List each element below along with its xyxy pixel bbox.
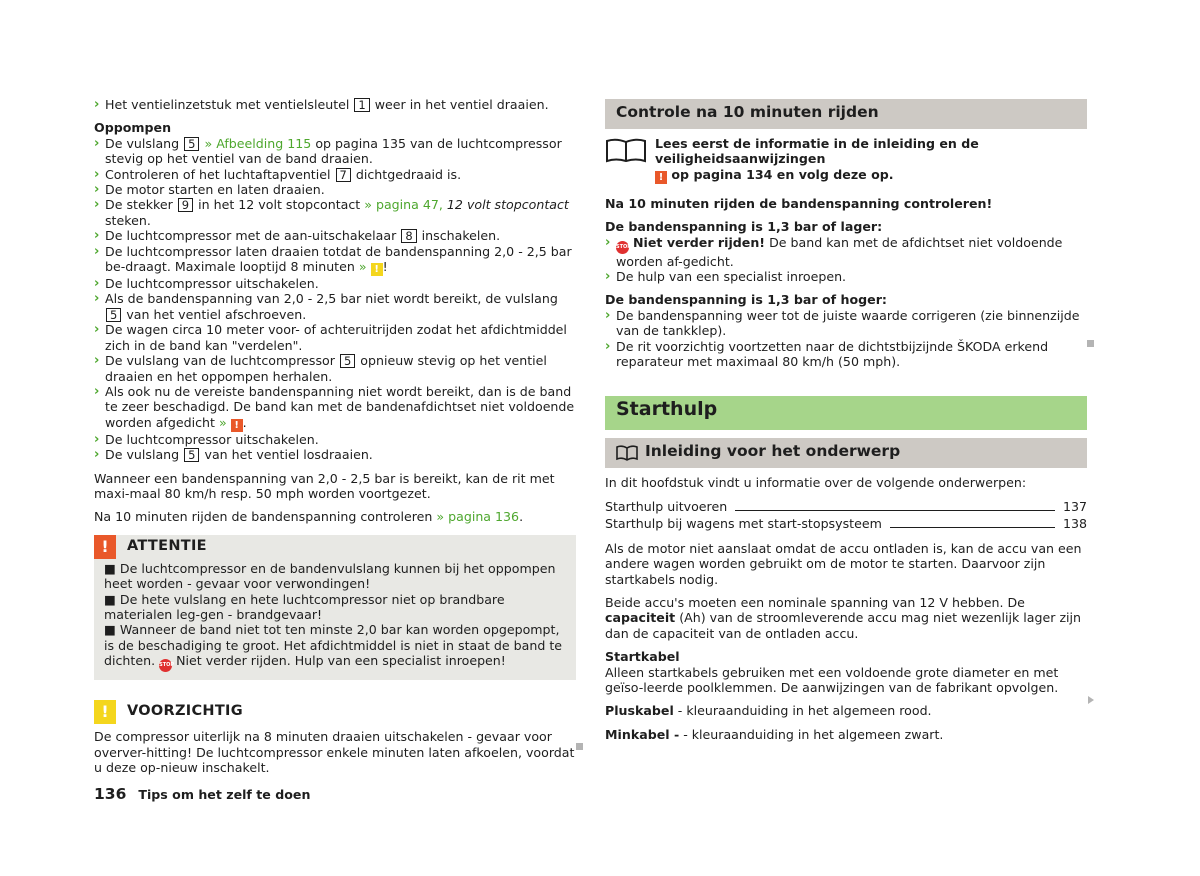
left-column bbox=[94, 97, 576, 775]
chevron-right-icon: › bbox=[94, 353, 100, 369]
list-item: › De vulslang van de luchtcompressor 5 opnieuw stevig op het ventiel draaien en het oppompen herhalen. bbox=[94, 353, 547, 384]
list-item: › Als de bandenspanning van 2,0 - 2,5 bar niet wordt bereikt, de vulslang 5 van het ventiel afschroeven. bbox=[94, 291, 558, 322]
section-header-controle bbox=[605, 99, 1087, 129]
callout-number: 8 bbox=[401, 229, 416, 243]
page-footer bbox=[94, 787, 310, 802]
voorzichtig-text: De compressor uiterlijk na 8 minuten draaien uitschakelen - gevaar voor overver-hitting! De luchtcompressor enkele minuten laten afkoelen, voordat u deze op-nieuw inschakelt. bbox=[94, 729, 575, 775]
step-list-oppompen bbox=[94, 136, 576, 463]
chevron-right-icon: › bbox=[94, 97, 100, 112]
list-item: › De vulslang 5 van het ventiel losdraaien. bbox=[94, 447, 373, 463]
end-of-section-marker bbox=[576, 743, 583, 750]
chevron-right-icon: › bbox=[94, 431, 100, 447]
paragraph: Alleen startkabels gebruiken met een voldoende grote diameter en met geïso-leerde poolklemmen. De aanwijzingen van de fabrikant opvolgen. bbox=[605, 664, 1059, 695]
list-item: › De wagen circa 10 meter voor- of achteruitrijden zodat het afdichtmiddel zich in de band kan "verdelen". bbox=[94, 322, 567, 353]
warning-icon: ! bbox=[231, 419, 243, 432]
chevron-right-icon: › bbox=[605, 307, 611, 323]
section-title: Controle na 10 minuten rijden bbox=[616, 103, 879, 121]
right-column bbox=[605, 99, 1087, 742]
callout-number: 9 bbox=[178, 198, 193, 212]
callout-number: 5 bbox=[184, 448, 199, 462]
callout-number: 5 bbox=[340, 354, 355, 368]
paragraph: Na 10 minuten rijden de bandenspanning controleren » pagina 136. bbox=[94, 509, 524, 525]
chevron-right-icon: › bbox=[605, 269, 611, 285]
page-link[interactable]: » pagina 47, bbox=[364, 197, 443, 213]
stop-icon: STOP bbox=[616, 241, 629, 254]
sub-heading-hoger: De bandenspanning is 1,3 bar of hoger: bbox=[605, 292, 887, 308]
attentie-bullet: ■ De hete vulslang en hete luchtcompressor niet op brandbare materialen leg-gen - brandgevaar! bbox=[104, 591, 505, 622]
caution-icon: ! bbox=[94, 700, 116, 724]
step-list-ventiel bbox=[94, 97, 576, 112]
section-title: Inleiding voor het onderwerp bbox=[645, 442, 901, 461]
warning-link[interactable]: » bbox=[218, 414, 227, 430]
callout-number: 5 bbox=[106, 308, 121, 322]
attentie-title: ATTENTIE bbox=[127, 537, 207, 554]
paragraph: In dit hoofdstuk vindt u informatie over de volgende onderwerpen: bbox=[605, 475, 1027, 491]
list-item: › De rit voorzichtig voortzetten naar de dichtstbijzijnde ŠKODA erkend reparateur met maximaal 80 km/h (50 mph). bbox=[605, 338, 1049, 370]
chevron-right-icon: › bbox=[94, 322, 100, 338]
callout-number: 7 bbox=[336, 168, 351, 182]
attentie-header bbox=[94, 535, 566, 561]
chevron-right-icon: › bbox=[94, 166, 100, 182]
figure-link[interactable]: » Afbeelding 115 bbox=[204, 135, 312, 151]
chevron-right-icon: › bbox=[94, 182, 100, 198]
toc-row[interactable]: Starthulp bij wagens met start-stopsysteem 138 bbox=[605, 516, 1087, 532]
continue-arrow-icon bbox=[1088, 696, 1094, 704]
paragraph: Minkabel - - kleuraanduiding in het algemeen zwart. bbox=[605, 726, 944, 742]
stop-icon: STOP bbox=[159, 659, 172, 672]
chevron-right-icon: › bbox=[94, 291, 100, 307]
list-item: › De vulslang 5 » Afbeelding 115 op pagina 135 van de luchtcompressor stevig op het ventiel van de band draaien. bbox=[94, 135, 562, 167]
list-item: › De luchtcompressor uitschakelen. bbox=[94, 431, 319, 447]
voorzichtig-header bbox=[94, 700, 576, 726]
list-item: › De hulp van een specialist inroepen. bbox=[605, 269, 847, 285]
list-item: › De motor starten en laten draaien. bbox=[94, 182, 325, 198]
section-heading-oppompen: Oppompen bbox=[94, 120, 172, 136]
callout-number: 1 bbox=[354, 98, 369, 112]
list-item: › Als ook nu de vereiste bandenspanning niet wordt bereikt, dan is de band te zeer beschadigd. De band kan met de bandenafdichtset niet voldoende worden afgedicht » ! . bbox=[94, 383, 575, 431]
warning-icon: ! bbox=[94, 535, 116, 559]
warning-icon: ! bbox=[655, 171, 667, 184]
chevron-right-icon: › bbox=[94, 447, 100, 463]
chevron-right-icon: › bbox=[94, 135, 100, 151]
chevron-right-icon: › bbox=[605, 234, 611, 250]
attentie-warning-box bbox=[94, 535, 576, 680]
chevron-right-icon: › bbox=[94, 276, 100, 292]
sub-heading-startkabel: Startkabel bbox=[605, 649, 680, 665]
chapter-header-starthulp bbox=[605, 396, 1087, 430]
chapter-title: Starthulp bbox=[616, 398, 718, 421]
chevron-right-icon: › bbox=[605, 338, 611, 354]
list-item: › De luchtcompressor laten draaien totdat de bandenspanning 2,0 - 2,5 bar be-draagt. Maximale looptijd 8 minuten » ! ! bbox=[94, 243, 572, 276]
page-link[interactable]: » pagina 136 bbox=[436, 509, 520, 525]
chevron-right-icon: › bbox=[94, 383, 100, 399]
paragraph: Beide accu's moeten een nominale spanning van 12 V hebben. De capaciteit (Ah) van de stroomleverende accu mag niet wezenlijk lager zijn dan de capaciteit van de ontladen accu. bbox=[605, 594, 1082, 641]
book-icon bbox=[605, 137, 647, 163]
chevron-right-icon: › bbox=[94, 243, 100, 259]
paragraph: Als de motor niet aanslaat omdat de accu ontladen is, kan de accu van een andere wagen worden gebruikt om de motor te starten. Daarvoor zijn startkabels nodig. bbox=[605, 540, 1082, 587]
list-item: › STOP Niet verder rijden! De band kan met de afdichtset niet voldoende worden af-gedicht. bbox=[605, 234, 1063, 269]
list-item: › Controleren of het luchtaftapventiel 7 dichtgedraaid is. bbox=[94, 166, 462, 182]
attentie-bullets bbox=[104, 561, 566, 672]
section-header-inleiding bbox=[605, 438, 1087, 468]
list-item: › De bandenspanning weer tot de juiste waarde corrigeren (zie binnenzijde van de tankklep). bbox=[605, 307, 1080, 339]
footer-title: Tips om het zelf te doen bbox=[138, 787, 311, 802]
list-item: › De luchtcompressor uitschakelen. bbox=[94, 276, 319, 292]
chevron-right-icon: › bbox=[94, 197, 100, 213]
list-item: › De stekker 9 in het 12 volt stopcontact » pagina 47, 12 volt stopcontact steken. bbox=[94, 197, 569, 228]
warning-icon: ! bbox=[371, 263, 383, 276]
list-item: › De luchtcompressor met de aan-uitschakelaar 8 inschakelen. bbox=[94, 228, 501, 244]
bold-paragraph: Na 10 minuten rijden de bandenspanning controleren! bbox=[605, 195, 993, 211]
chevron-right-icon: › bbox=[94, 228, 100, 244]
sub-heading-lager: De bandenspanning is 1,3 bar of lager: bbox=[605, 219, 883, 235]
book-icon bbox=[616, 445, 638, 461]
list-item: › Het ventielinzetstuk met ventielsleutel 1 weer in het ventiel draaien. bbox=[94, 97, 549, 112]
step-list-lager bbox=[605, 235, 1087, 285]
toc-list bbox=[605, 499, 1087, 532]
step-list-hoger bbox=[605, 308, 1087, 370]
warning-link[interactable]: » bbox=[358, 259, 367, 275]
attentie-bullet: ■ Wanneer de band niet tot ten minste 2,0 bar kan worden opgepompt, is de beschadiging te groot. Het afdichtmiddel is niet in staat de band te dichten. STOP Niet verder rijden. Hulp van een specialist inroepen! bbox=[104, 622, 566, 672]
voorzichtig-title: VOORZICHTIG bbox=[127, 703, 243, 720]
toc-row[interactable]: Starthulp uitvoeren 137 bbox=[605, 498, 1087, 514]
safety-note: Lees eerst de informatie in de inleiding en de veiligheidsaanwijzingen ! op pagina 134 en volg deze op. bbox=[605, 136, 1087, 184]
end-of-section-marker bbox=[1087, 340, 1094, 347]
paragraph: Pluskabel - kleuraanduiding in het algemeen rood. bbox=[605, 703, 932, 719]
paragraph: Wanneer een bandenspanning van 2,0 - 2,5 bar is bereikt, kan de rit met maxi-maal 80 km/h resp. 50 mph worden voortgezet. bbox=[94, 470, 555, 501]
attentie-bullet: ■ De luchtcompressor en de bandenvulslang kunnen bij het oppompen heet worden - gevaar voor verwondingen! bbox=[104, 560, 556, 592]
callout-number: 5 bbox=[184, 137, 199, 151]
page-number: 136 bbox=[94, 785, 127, 803]
